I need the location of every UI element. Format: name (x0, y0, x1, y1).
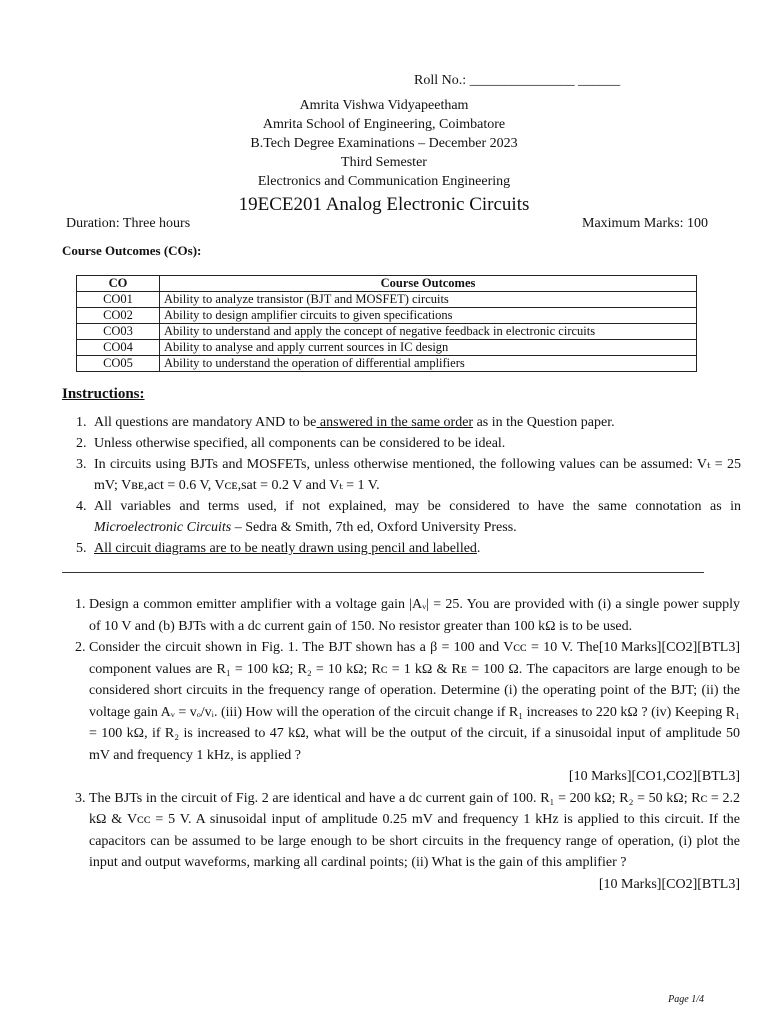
question-item (89, 637, 740, 788)
instruction-item: 5. All circuit diagrams are to be neatly drawn using pencil and labelled. (90, 538, 741, 559)
column-header-outcomes: Course Outcomes (160, 276, 697, 292)
column-header-co: CO (77, 276, 160, 292)
question-text: Design a common emitter amplifier with a voltage gain |Aᵥ| = 25. You are provided with (i) a single power supply of 10 V and (b) BJTs with a dc current gain of 150. No resistor greater than 100 kΩ is to be used. (89, 597, 740, 634)
table-row (77, 340, 697, 356)
section-divider (62, 572, 704, 573)
question-text: Consider the circuit shown in Fig. 1. The BJT shown has a β = 100 and Vᴄᴄ = 10 V. The component values are R₁ = 100 kΩ; R₂ = 10 kΩ; Rᴄ = 1 kΩ & Rᴇ = 100 Ω. The capacitors are large enough to be considered short circuits in the frequency range of operation. Determine (i) the operating point of the BJT; (ii) the voltage gain Aᵥ = vₒ/vᵢ. (iii) How will the operation of the circuit change if R₁ increases to 220 kΩ ? (iv) Keeping R₁ = 100 kΩ, if R₂ is increased to 47 kΩ, what will be the output of the circuit, if a sinusoidal input of amplitude 50 mV and frequency 1 kHz, is applied ? (89, 640, 740, 763)
school-name: Amrita School of Engineering, Coimbatore (262, 117, 506, 132)
co-description: Ability to analyze transistor (BJT and MOSFET) circuits (160, 292, 697, 308)
department: Electronics and Communication Engineering (257, 174, 511, 189)
table-header-row (77, 276, 697, 292)
instruction-item (90, 496, 741, 538)
question-marks: [10 Marks][CO1,CO2][BTL3] (568, 769, 740, 784)
book-title: Microelectronic Circuits (94, 520, 232, 535)
page-number: Page 1/4 (668, 994, 704, 1005)
table-row (77, 292, 697, 308)
co-code: CO04 (77, 340, 160, 356)
exam-meta (66, 216, 708, 232)
duration: Duration: Three hours (66, 216, 191, 231)
instruction-text: – Sedra & Smith, 7th ed, Oxford University Press. (231, 520, 517, 535)
table-row (77, 356, 697, 372)
question-text: The BJTs in the circuit of Fig. 2 are identical and have a dc current gain of 100. R₁ = 200 kΩ; R₂ = 50 kΩ; Rᴄ = 2.2 kΩ & Vᴄᴄ = 5 V. A sinusoidal input of amplitude 0.25 mV and frequency 1 kHz is applied to this circuit. If the capacitors can be assumed to be large enough to be short circuits in the frequency range of operation, (i) plot the input and output waveforms, marking all cardinal points; (ii) What is the gain of this amplifier ? (89, 790, 740, 870)
semester: Third Semester (341, 155, 427, 170)
co-code: CO02 (77, 308, 160, 324)
co-code: CO01 (77, 292, 160, 308)
exam-header (0, 96, 768, 218)
question-marks: [10 Marks][CO2][BTL3] (598, 876, 740, 892)
co-description: Ability to design amplifier circuits to given specifications (160, 308, 697, 324)
instruction-item (90, 412, 741, 433)
instruction-emphasis: answered in the same order (316, 415, 474, 430)
questions-list (62, 594, 740, 895)
co-description: Ability to understand and apply the concept of negative feedback in electronic circuits (160, 324, 697, 340)
roll-number-field: Roll No.: _______________ ______ (414, 73, 621, 88)
maximum-marks: Maximum Marks: 100 (582, 216, 708, 231)
exam-name: B.Tech Degree Examinations – December 2023 (250, 136, 518, 151)
co-description: Ability to understand the operation of differential amplifiers (160, 356, 697, 372)
co-code: CO03 (77, 324, 160, 340)
question-item (89, 594, 740, 655)
university-name: Amrita Vishwa Vidyapeetham (299, 98, 469, 113)
question-item (89, 788, 740, 892)
co-description: Ability to analyse and apply current sources in IC design (160, 340, 697, 356)
course-title: 19ECE201 Analog Electronic Circuits (238, 194, 530, 215)
course-outcomes-heading: Course Outcomes (COs): (62, 243, 202, 258)
instructions-heading: Instructions: (62, 386, 145, 402)
course-outcomes-table (76, 275, 697, 372)
instruction-text: as in the Question paper. (473, 415, 615, 430)
question-marks: [10 Marks][CO2][BTL3] (598, 640, 740, 655)
instruction-text: All variables and terms used, if not explained, may be considered to have the same connotation as in (94, 499, 741, 514)
table-row (77, 324, 697, 340)
instructions-list (62, 412, 741, 559)
instruction-emphasis: All circuit diagrams are to be neatly drawn using pencil and labelled (94, 541, 477, 556)
instruction-text: All questions are mandatory AND to be (94, 415, 317, 430)
co-code: CO05 (77, 356, 160, 372)
table-row (77, 308, 697, 324)
instruction-item: 3. In circuits using BJTs and MOSFETs, unless otherwise mentioned, the following values can be assumed: Vₜ = 25 mV; Vʙᴇ,act = 0.6 V, Vᴄᴇ,sat = 0.2 V and Vₜ = 1 V. (90, 454, 741, 496)
instruction-item: 2. Unless otherwise specified, all components can be considered to be ideal. (90, 433, 741, 454)
